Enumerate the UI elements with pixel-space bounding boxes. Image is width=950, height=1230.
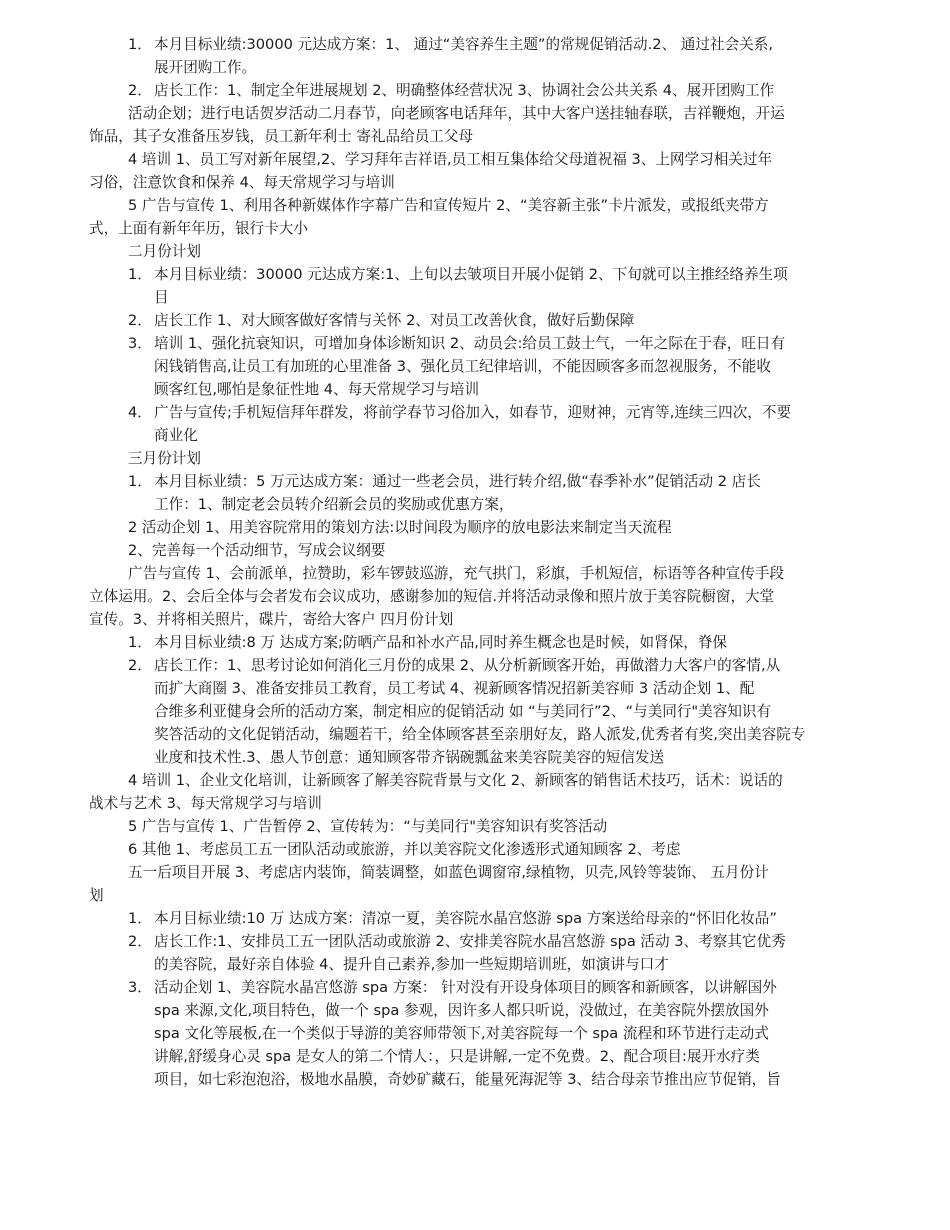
- line-text: 店长工作：1、思考讨论如何消化三月份的成果 2、从分析新顾客开始，再做潜力大客户的客情,从: [154, 657, 781, 674]
- text-line: [154, 724, 805, 746]
- line-text: 5 广告与宣传 1、广告暂停 2、宣传转为：“与美同行"美容知识有奖答活动: [128, 818, 608, 835]
- text-line: [89, 793, 322, 815]
- line-text: 展开团购工作。: [154, 59, 257, 76]
- text-line: [128, 471, 761, 493]
- text-line: [154, 379, 479, 401]
- text-line: [89, 885, 104, 907]
- text-line: [154, 494, 514, 516]
- line-text: 闲钱销售高,让员工有加班的心里准备 3、强化员工纪律培训，不能因顾客多而忽视服务，不能收: [154, 358, 771, 375]
- text-line: [154, 1000, 769, 1022]
- line-text: spa 文化等展板,在一个类似于导游的美容师带领下,对美容院每一个 spa 流程和环节进行走动式: [154, 1025, 769, 1042]
- list-number: 1．: [128, 634, 152, 651]
- text-line: [154, 954, 669, 976]
- line-text: 合维多利亚健身会所的活动方案，制定相应的促销活动 如 “与美同行”2、“与美同行"美容知识有: [154, 703, 772, 720]
- line-text: 项目，如七彩泡泡浴，极地水晶膜，奇妙矿藏石，能量死海泥等 3、结合母亲节推出应节促销，旨: [154, 1071, 781, 1088]
- line-text: 二月份计划: [128, 243, 201, 260]
- line-text: 店长工作:1、安排员工五一团队活动或旅游 2、安排美容院水晶宫悠游 spa 活动 3、考察其它优秀: [154, 933, 786, 950]
- list-number: 2．: [128, 82, 152, 99]
- text-line: [128, 839, 681, 861]
- text-line: [128, 632, 727, 654]
- line-text: 工作：1、制定老会员转介绍新会员的奖励或优惠方案，: [154, 496, 514, 513]
- line-text: 6 其他 1、考虑员工五一团队活动或旅游，并以美容院文化渗透形式通知顾客 2、考虑: [128, 841, 681, 858]
- line-text: 本月目标业绩：5 万元达成方案：通过一些老会员，进行转介绍,做“春季补水”促销活动 2 店长: [154, 473, 761, 490]
- line-text: spa 来源,文化,项目特色，做一个 spa 参观，因许多人都只听说，没做过，在美容院外摆放国外: [154, 1002, 769, 1019]
- line-text: 三月份计划: [128, 450, 201, 467]
- section-heading: [128, 448, 201, 470]
- list-number: 1．: [128, 266, 152, 283]
- line-text: 广告与宣传 1、会前派单，拉赞助，彩车锣鼓巡游，充气拱门，彩旗，手机短信，标语等各种宣传手段: [128, 565, 785, 582]
- line-text: 2 活动企划 1、用美容院常用的策划方法:以时间段为顺序的放电影法来制定当天流程: [128, 519, 672, 536]
- line-text: 店长工作 1、对大顾客做好客情与关怀 2、对员工改善伙食，做好后勤保障: [154, 312, 635, 329]
- list-number: 4．: [128, 404, 152, 421]
- line-text: 战术与艺术 3、每天常规学习与培训: [89, 795, 322, 812]
- list-number: 1．: [128, 473, 152, 490]
- list-number: 3．: [128, 979, 152, 996]
- section-heading: [128, 241, 201, 263]
- text-line: [128, 655, 780, 677]
- text-line: [89, 172, 395, 194]
- text-line: [154, 57, 256, 79]
- text-line: [154, 1046, 760, 1068]
- text-line: [128, 149, 772, 171]
- line-text: 5 广告与宣传 1、利用各种新媒体作字幕广告和宣传短片 2、“美容新主张”卡片派发，或报纸夹带方: [128, 197, 769, 214]
- line-text: 广告与宣传;手机短信拜年群发，将前学春节习俗加入，如春节，迎财神，元宵等,连续三四次，不要: [154, 404, 792, 421]
- line-text: 商业化: [154, 427, 198, 444]
- text-line: [128, 540, 385, 562]
- text-line: [128, 80, 774, 102]
- text-line: [128, 333, 785, 355]
- line-text: 目: [154, 289, 169, 306]
- text-line: [128, 195, 769, 217]
- text-line: [128, 931, 786, 953]
- text-line: [128, 770, 783, 792]
- text-line: [128, 862, 769, 884]
- line-text: 培训 1、强化抗衰知识，可增加身体诊断知识 2、动员会:给员工鼓士气，一年之际在于春，旺日有: [154, 335, 786, 352]
- text-line: [128, 310, 634, 332]
- line-text: 本月目标业绩:8 万 达成方案;防晒产品和补水产品,同时养生概念也是时候，如肾保，脊保: [154, 634, 728, 651]
- line-text: 宣传。3、并将相关照片，碟片，寄给大客户 四月份计划: [89, 611, 454, 628]
- text-line: [154, 1069, 781, 1091]
- line-text: 饰品，其子女准备压岁钱，员工新年利士 寄礼品给员工父母: [89, 128, 474, 145]
- text-line: [89, 126, 473, 148]
- line-text: 2、完善每一个活动细节，写成会议纲要: [128, 542, 386, 559]
- list-number: 2．: [128, 312, 152, 329]
- text-line: [89, 218, 308, 240]
- line-text: 店长工作：1、制定全年进展规划 2、明确整体经营状况 3、协调社会公共关系 4、展开团购工作: [154, 82, 775, 99]
- list-number: 2．: [128, 933, 152, 950]
- text-line: [154, 356, 771, 378]
- text-line: [128, 264, 788, 286]
- line-text: 的美容院，最好亲自体验 4、提升自己素养,参加一些短期培训班，如演讲与口才: [154, 956, 669, 973]
- text-line: [154, 701, 771, 723]
- text-line: [128, 103, 785, 125]
- text-line: [89, 609, 453, 631]
- list-number: 3．: [128, 335, 152, 352]
- line-text: 本月目标业绩：30000 元达成方案:1、上旬以去皱项目开展小促销 2、下旬就可以主推经络养生项: [154, 266, 788, 283]
- line-text: 讲解,舒缓身心灵 spa 是女人的第二个情人：，只是讲解,一定不免费。2、配合项目:展开水疗类: [154, 1048, 760, 1065]
- line-text: 奖答活动的文化促销活动，编题若干，给全体顾客甚至亲朋好友，路人派发,优秀者有奖,突出美容院专: [154, 726, 806, 743]
- line-text: 立体运用。2、会后全体与会者发布会议成功，感谢参加的短信.并将活动录像和照片放于美容院橱窗，大堂: [89, 588, 775, 605]
- text-line: [128, 977, 777, 999]
- text-line: [128, 563, 784, 585]
- text-line: [128, 402, 791, 424]
- line-text: 而扩大商圈 3、准备安排员工教育，员工考试 4、视新顾客情况招新美容师 3 活动企划 1、配: [154, 680, 755, 697]
- text-line: [154, 678, 754, 700]
- line-text: 活动企划；进行电话贺岁活动二月春节，向老顾客电话拜年，其中大客户送挂轴春联，吉祥鞭炮，开运: [128, 105, 785, 122]
- line-text: 顾客红包,哪怕是象征性地 4、每天常规学习与培训: [154, 381, 480, 398]
- list-number: 1．: [128, 910, 152, 927]
- text-line: [154, 1023, 769, 1045]
- text-line: [154, 747, 664, 769]
- line-text: 4 培训 1、企业文化培训，让新顾客了解美容院背景与文化 2、新顾客的销售话术技巧，话术：说话的: [128, 772, 783, 789]
- line-text: 划: [89, 887, 104, 904]
- text-line: [128, 908, 777, 930]
- text-line: [89, 586, 774, 608]
- line-text: 本月目标业绩:30000 元达成方案：1、 通过“美容养生主题”的常规促销活动.2、 通过社会关系,: [154, 36, 774, 53]
- line-text: 五一后项目开展 3、考虑店内装饰，简装调整，如蓝色调窗帘,绿植物，贝壳,风铃等装饰、 五月份计: [128, 864, 769, 881]
- line-text: 活动企划 1、美容院水晶宫悠游 spa 方案： 针对没有开设身体项目的顾客和新顾客，以讲解国外: [154, 979, 777, 996]
- text-line: [128, 34, 773, 56]
- line-text: 4 培训 1、员工写对新年展望,2、学习拜年吉祥语,员工相互集体给父母道祝福 3、上网学习相关过年: [128, 151, 773, 168]
- text-line: [154, 287, 169, 309]
- text-line: [154, 425, 198, 447]
- line-text: 本月目标业绩:10 万 达成方案：清凉一夏，美容院水晶宫悠游 spa 方案送给母亲的“怀旧化妆品”: [154, 910, 777, 927]
- line-text: 业度和技术性.3、愚人节创意：通知顾客带齐锅碗瓢盆来美容院美容的短信发送: [154, 749, 665, 766]
- text-line: [128, 816, 607, 838]
- text-line: [128, 517, 672, 539]
- list-number: 1．: [128, 36, 152, 53]
- list-number: 2．: [128, 657, 152, 674]
- line-text: 式，上面有新年年历，银行卡大小: [89, 220, 308, 237]
- line-text: 习俗，注意饮食和保养 4、每天常规学习与培训: [89, 174, 395, 191]
